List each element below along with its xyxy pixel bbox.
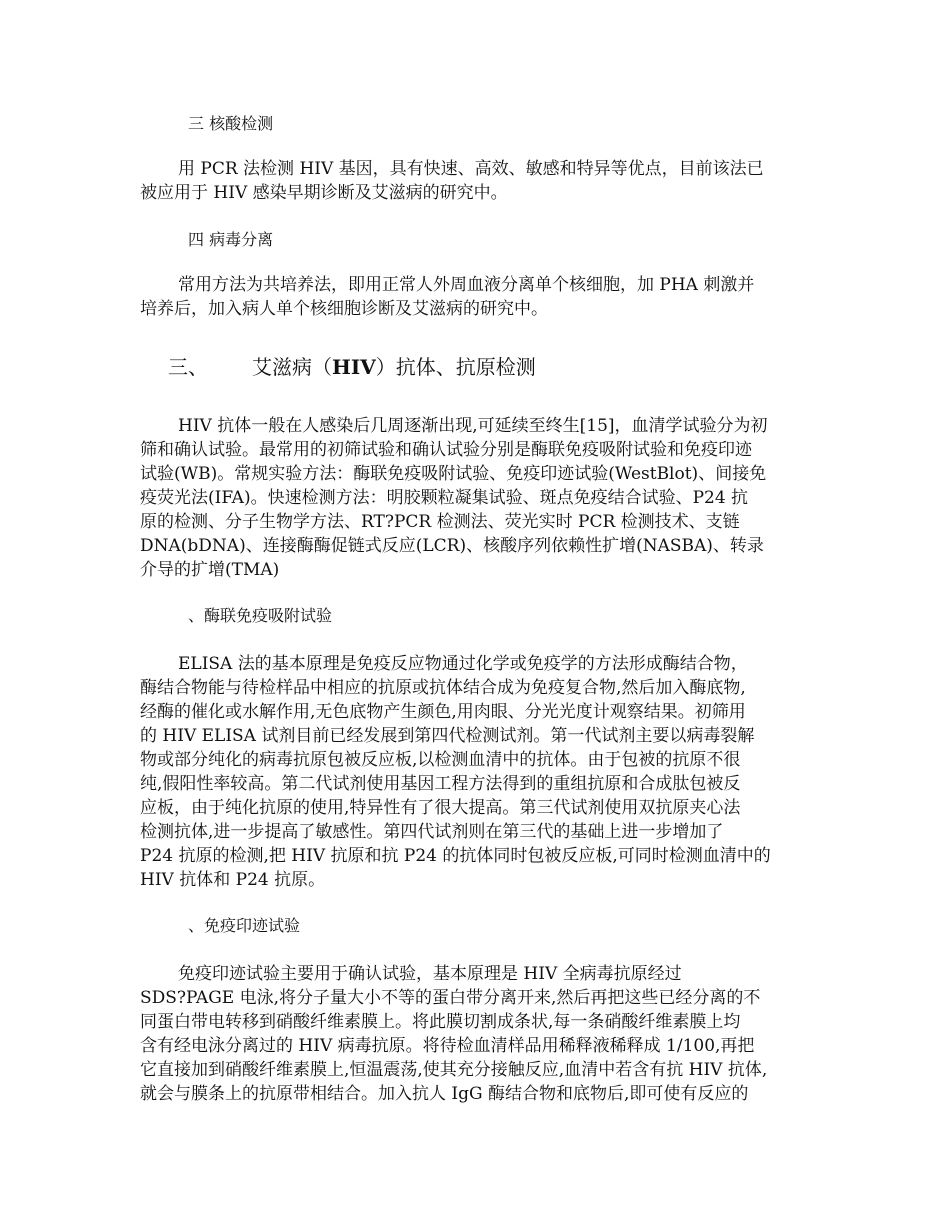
paragraph-line: 筛和确认试验。最常用的初筛试验和确认试验分别是酶联免疫吸附试验和免疫印迹	[140, 440, 752, 460]
paragraph-line: 试验(WB)。常规实验方法：酶联免疫吸附试验、免疫印迹试验(WestBlot)、间接免	[140, 464, 767, 484]
paragraph-line: 的 HIV ELISA 试剂目前已经发展到第四代检测试剂。第一代试剂主要以病毒裂解	[140, 726, 755, 746]
section-number: 三、	[168, 355, 208, 379]
paragraph-line: 含有经电泳分离过的 HIV 病毒抗原。将待检血清样品用稀释液稀释成 1/100,再把	[140, 1036, 755, 1056]
paragraph-line: 物或部分纯化的病毒抗原包被反应板,以检测血清中的抗体。由于包被的抗原不很	[140, 750, 741, 770]
paragraph-line: HIV 抗体一般在人感染后几周逐渐出现,可延续至终生[15]，血清学试验分为初	[178, 416, 768, 436]
heading-elisa: 、酶联免疫吸附试验	[188, 606, 333, 625]
paragraph-line: 培养后，加入病人单个核细胞诊断及艾滋病的研究中。	[140, 299, 548, 319]
section-title	[252, 353, 536, 381]
paragraph-line: 原的检测、分子生物学方法、RT?PCR 检测法、荧光实时 PCR 检测技术、支链	[140, 512, 740, 532]
paragraph-line: DNA(bDNA)、连接酶酶促链式反应(LCR)、核酸序列依赖性扩增(NASBA)、转录	[140, 536, 764, 556]
section-title-part: ）抗体、抗原检测	[375, 355, 536, 379]
section-title-part: 艾滋病（	[252, 355, 332, 379]
heading-western-blot: 、免疫印迹试验	[188, 916, 301, 935]
heading-virus-isolation: 四 病毒分离	[188, 230, 274, 249]
paragraph-line: 疫荧光法(IFA)。快速检测方法：明胶颗粒凝集试验、斑点免疫结合试验、P24 抗	[140, 488, 749, 508]
paragraph-line: 就会与膜条上的抗原带相结合。加入抗人 IgG 酶结合物和底物后,即可使有反应的	[140, 1084, 749, 1104]
paragraph-line: 介导的扩增(TMA)	[140, 560, 280, 580]
paragraph-line: 它直接加到硝酸纤维素膜上,恒温震荡,使其充分接触反应,血清中若含有抗 HIV 抗体,	[140, 1060, 768, 1080]
paragraph-line: 用 PCR 法检测 HIV 基因，具有快速、高效、敏感和特异等优点，目前该法已	[178, 159, 764, 179]
paragraph-line: 应板，由于纯化抗原的使用,特异性有了很大提高。第三代试剂使用双抗原夹心法	[140, 798, 741, 818]
paragraph-line: 检测抗体,进一步提高了敏感性。第四代试剂则在第三代的基础上进一步增加了	[140, 822, 724, 842]
paragraph-line: 酶结合物能与待检样品中相应的抗原或抗体结合成为免疫复合物,然后加入酶底物,	[140, 678, 746, 698]
paragraph-line: HIV 抗体和 P24 抗原。	[140, 870, 326, 890]
paragraph-line: 同蛋白带电转移到硝酸纤维素膜上。将此膜切割成条状,每一条硝酸纤维素膜上均	[140, 1012, 741, 1032]
paragraph-line: ELISA 法的基本原理是免疫反应物通过化学或免疫学的方法形成酶结合物，	[178, 654, 748, 674]
section-title-bold: HIV	[332, 355, 376, 379]
paragraph-line: 经酶的催化或水解作用,无色底物产生颜色,用肉眼、分光光度计观察结果。初筛用	[140, 702, 746, 722]
paragraph-line: 纯,假阳性率较高。第二代试剂使用基因工程方法得到的重组抗原和合成肽包被反	[140, 774, 741, 794]
paragraph-line: SDS?PAGE 电泳,将分子量大小不等的蛋白带分离开来,然后再把这些已经分离的不	[140, 988, 761, 1008]
paragraph-line: P24 抗原的检测,把 HIV 抗原和抗 P24 的抗体同时包被反应板,可同时检测血清中的	[140, 846, 771, 866]
paragraph-line: 免疫印迹试验主要用于确认试验，基本原理是 HIV 全病毒抗原经过	[178, 964, 682, 984]
heading-nucleic-acid: 三 核酸检测	[188, 114, 274, 133]
paragraph-line: 常用方法为共培养法，即用正常人外周血液分离单个核细胞，加 PHA 刺激并	[178, 275, 755, 295]
paragraph-line: 被应用于 HIV 感染早期诊断及艾滋病的研究中。	[140, 183, 508, 203]
